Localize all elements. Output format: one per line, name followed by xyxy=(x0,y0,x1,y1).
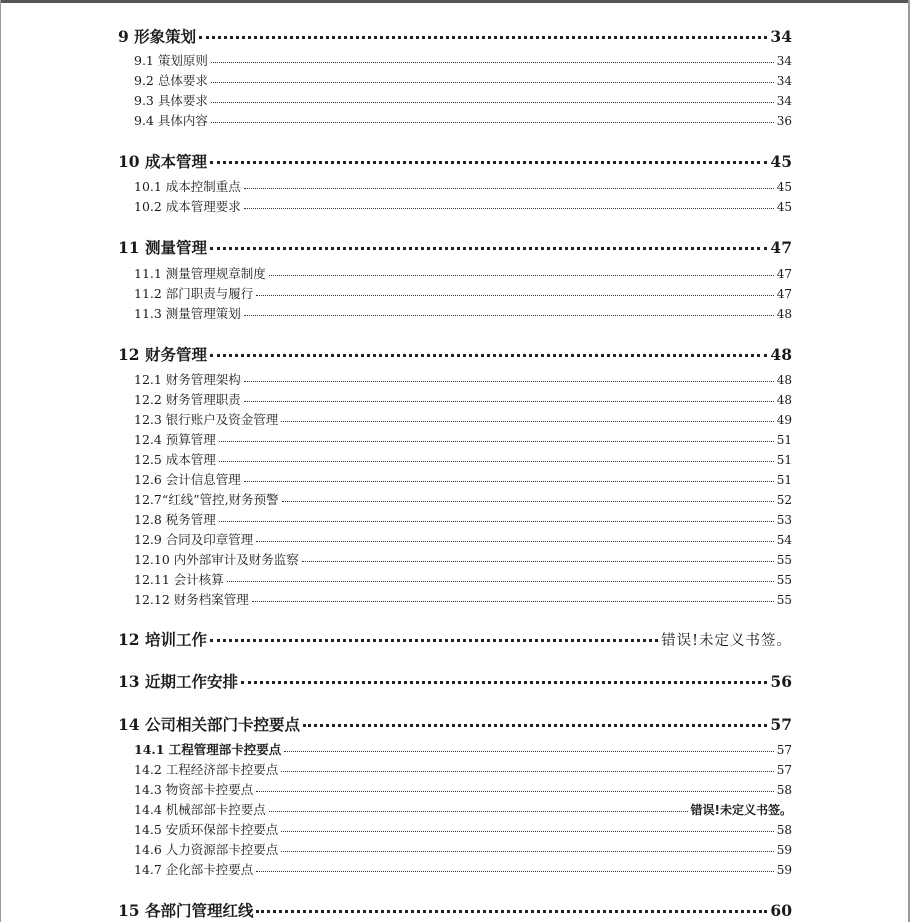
toc-entry-label: 14 公司相关部门卡控要点 xyxy=(118,715,300,734)
dot-leader xyxy=(284,751,773,752)
toc-entry[interactable] xyxy=(134,840,792,858)
toc-entry-label: 15 各部门管理红线 xyxy=(118,901,254,920)
toc-entry[interactable] xyxy=(134,450,792,468)
toc-entry-page: 34 xyxy=(776,94,792,108)
dot-leader xyxy=(302,561,774,562)
dot-leader xyxy=(227,581,774,582)
dot-leader xyxy=(252,601,774,602)
dot-leader xyxy=(256,910,767,913)
toc-entry-label: 11 测量管理 xyxy=(118,238,207,257)
toc-entry[interactable] xyxy=(134,590,792,608)
toc-entry-page: 48 xyxy=(776,373,792,387)
toc-entry-label: 12.8 税务管理 xyxy=(134,512,216,527)
toc-entry-label: 10 成本管理 xyxy=(118,152,207,171)
toc-entry[interactable] xyxy=(134,410,792,428)
toc-entry[interactable] xyxy=(118,628,792,650)
toc-entry-label: 10.2 成本管理要求 xyxy=(134,199,241,214)
toc-entry-page: 49 xyxy=(776,413,792,427)
toc-entry[interactable] xyxy=(134,530,792,548)
dot-leader xyxy=(256,541,773,542)
dot-leader xyxy=(210,161,767,164)
dot-leader xyxy=(269,811,688,812)
dot-leader xyxy=(211,122,774,123)
dot-leader xyxy=(219,441,774,442)
toc-entry-page: 34 xyxy=(776,74,792,88)
toc-entry[interactable] xyxy=(134,510,792,528)
toc-entry[interactable] xyxy=(134,71,792,89)
dot-leader xyxy=(269,275,774,276)
toc-entry-label: 12.1 财务管理架构 xyxy=(134,372,241,387)
toc-entry[interactable] xyxy=(134,490,792,508)
toc-entry-page: 52 xyxy=(776,493,792,507)
dot-leader xyxy=(210,639,658,642)
toc-entry-page: 51 xyxy=(776,433,792,447)
toc-entry[interactable] xyxy=(134,370,792,388)
toc-entry-label: 9.3 具体要求 xyxy=(134,93,208,108)
toc-entry[interactable] xyxy=(134,430,792,448)
toc-entry-page: 55 xyxy=(776,593,792,607)
toc-entry-page: 45 xyxy=(776,200,792,214)
toc-entry-page: 48 xyxy=(776,393,792,407)
dot-leader xyxy=(303,724,767,727)
toc-entry-label: 12.3 银行账户及资金管理 xyxy=(134,412,279,427)
toc-entry-page: 47 xyxy=(770,238,792,257)
toc-entry-page: 58 xyxy=(776,783,792,797)
toc-entry-page: 54 xyxy=(776,533,792,547)
toc-entry-page: 57 xyxy=(776,763,792,777)
dot-leader xyxy=(219,521,774,522)
toc-entry[interactable] xyxy=(134,760,792,778)
dot-leader xyxy=(281,831,773,832)
toc-entry-label: 14.4 机械部部卡控要点 xyxy=(134,802,266,817)
toc-entry-page: 51 xyxy=(776,473,792,487)
toc-entry[interactable] xyxy=(134,550,792,568)
toc-entry-error: 错误!未定义书签。 xyxy=(690,803,792,817)
toc-entry-page: 51 xyxy=(776,453,792,467)
toc-entry-page: 48 xyxy=(776,307,792,321)
toc-entry[interactable] xyxy=(134,570,792,588)
dot-leader xyxy=(211,62,774,63)
dot-leader xyxy=(244,381,774,382)
toc-entry-label: 14.2 工程经济部卡控要点 xyxy=(134,762,279,777)
toc-entry-error: 错误!未定义书签。 xyxy=(661,633,792,649)
toc-entry[interactable] xyxy=(118,899,792,921)
toc-entry-page: 58 xyxy=(776,823,792,837)
toc-entry[interactable] xyxy=(134,91,792,109)
toc-entry-page: 45 xyxy=(776,180,792,194)
toc-entry-label: 12 财务管理 xyxy=(118,345,207,364)
toc-entry[interactable] xyxy=(134,780,792,798)
toc-entry[interactable] xyxy=(134,470,792,488)
toc-entry-page: 34 xyxy=(770,27,792,46)
toc-entry[interactable] xyxy=(134,740,792,758)
toc-entry-page: 48 xyxy=(770,345,792,364)
toc-entry-page: 45 xyxy=(770,152,792,171)
toc-entry-label: 12.5 成本管理 xyxy=(134,452,216,467)
toc-entry-label: 12 培训工作 xyxy=(118,630,207,649)
toc-entry-page: 60 xyxy=(770,901,792,920)
toc-entry-page: 59 xyxy=(776,843,792,857)
toc-entry[interactable] xyxy=(134,51,792,69)
toc-entry[interactable] xyxy=(134,264,792,282)
dot-leader xyxy=(244,208,774,209)
toc-entry-label: 9.1 策划原则 xyxy=(134,53,208,68)
dot-leader xyxy=(244,401,774,402)
toc-entry[interactable] xyxy=(118,713,792,735)
toc-entry-label: 14.3 物资部卡控要点 xyxy=(134,782,254,797)
toc-entry[interactable] xyxy=(118,670,792,692)
toc-entry-label: 9 形象策划 xyxy=(118,27,197,46)
toc-entry-page: 34 xyxy=(776,54,792,68)
toc-entry-label: 10.1 成本控制重点 xyxy=(134,179,241,194)
dot-leader xyxy=(256,295,773,296)
toc-entry-page: 59 xyxy=(776,863,792,877)
toc-entry-label: 12.9 合同及印章管理 xyxy=(134,532,254,547)
toc-entry-page: 57 xyxy=(770,715,792,734)
toc-entry-label: 12.2 财务管理职责 xyxy=(134,392,241,407)
toc-entry-label: 12.11 会计核算 xyxy=(134,572,224,587)
toc-entry-label: 11.1 测量管理规章制度 xyxy=(134,266,266,281)
toc-entry-page: 56 xyxy=(770,672,792,691)
toc-entry-label: 14.6 人力资源部卡控要点 xyxy=(134,842,279,857)
toc-entry[interactable] xyxy=(118,236,792,258)
toc-entry[interactable] xyxy=(134,177,792,195)
toc-entry-label: 14.1 工程管理部卡控要点 xyxy=(134,742,282,757)
toc-entry-label: 14.5 安质环保部卡控要点 xyxy=(134,822,279,837)
dot-leader xyxy=(256,871,773,872)
toc-entry-label: 13 近期工作安排 xyxy=(118,672,238,691)
toc-entry-label: 9.2 总体要求 xyxy=(134,73,208,88)
toc-entry-page: 53 xyxy=(776,513,792,527)
dot-leader xyxy=(244,315,774,316)
dot-leader xyxy=(281,421,773,422)
toc-entry[interactable] xyxy=(134,197,792,215)
toc-entry-page: 47 xyxy=(776,287,792,301)
toc-entry[interactable] xyxy=(118,25,792,47)
toc-entry-label: 12.10 内外部审计及财务监察 xyxy=(134,552,299,567)
toc-entry-page: 36 xyxy=(776,114,792,128)
dot-leader xyxy=(244,481,774,482)
dot-leader xyxy=(282,501,774,502)
toc-entry[interactable] xyxy=(134,390,792,408)
toc-entry[interactable] xyxy=(134,284,792,302)
toc-entry[interactable] xyxy=(134,860,792,878)
toc-entry-label: 12.6 会计信息管理 xyxy=(134,472,241,487)
toc-entry-label: 11.2 部门职责与履行 xyxy=(134,286,254,301)
toc-entry-label: 11.3 测量管理策划 xyxy=(134,306,241,321)
dot-leader xyxy=(210,247,767,250)
toc-entry[interactable] xyxy=(134,800,792,818)
toc-entry[interactable] xyxy=(134,304,792,322)
dot-leader xyxy=(244,188,774,189)
dot-leader xyxy=(256,791,773,792)
dot-leader xyxy=(219,461,774,462)
dot-leader xyxy=(281,771,773,772)
toc-entry[interactable] xyxy=(134,111,792,129)
dot-leader xyxy=(211,82,774,83)
toc-entry[interactable] xyxy=(118,343,792,365)
toc-entry-label: 14.7 企化部卡控要点 xyxy=(134,862,254,877)
toc-entry[interactable] xyxy=(134,820,792,838)
toc-entry-page: 47 xyxy=(776,267,792,281)
toc-entry-label: 9.4 具体内容 xyxy=(134,113,208,128)
toc-entry-page: 57 xyxy=(776,743,792,757)
toc-entry-label: 12.7“红线”管控,财务预警 xyxy=(134,492,279,507)
toc-entry-page: 55 xyxy=(776,553,792,567)
toc-entry-label: 12.12 财务档案管理 xyxy=(134,592,249,607)
dot-leader xyxy=(199,36,767,39)
toc-entry-page: 55 xyxy=(776,573,792,587)
dot-leader xyxy=(281,851,773,852)
toc-entry-label: 12.4 预算管理 xyxy=(134,432,216,447)
dot-leader xyxy=(241,681,767,684)
dot-leader xyxy=(211,102,774,103)
toc-entry[interactable] xyxy=(118,150,792,172)
dot-leader xyxy=(210,354,767,357)
